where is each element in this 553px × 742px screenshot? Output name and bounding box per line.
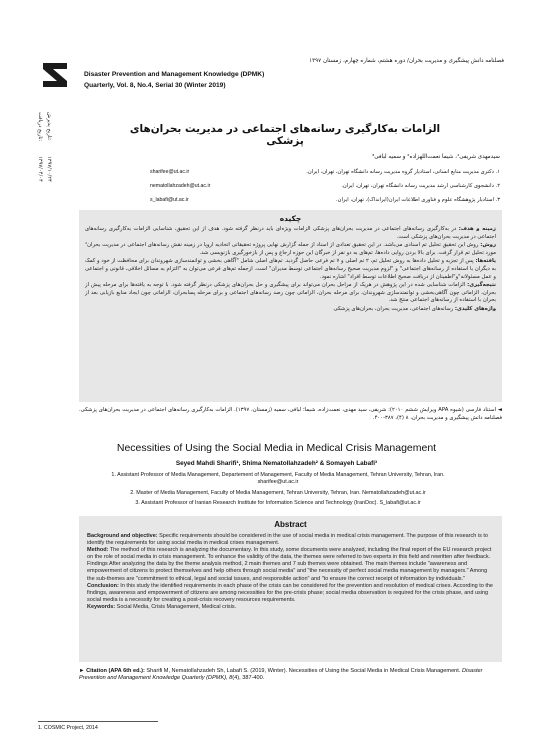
citation-text: Sharifi M, Nematollahzadeh Sh, Labafi S. (2019, Winter). Necessities of Using the Social Media in Medical Crisis Management.	[144, 668, 462, 674]
journal-volume-info: Quarterly, Vol. 8, No.4, Serial 30 (Winter 2019)	[84, 82, 226, 89]
journal-name-persian: فصلنامه دانش پیشگیری و مدیریت بحران/ دوره هشتم، شماره چهارم، زمستان ۱۳۹۷	[309, 58, 504, 64]
abstract-paragraph	[87, 561, 495, 582]
english-citation	[79, 668, 502, 683]
affiliation-text: ۲. دانشجوی کارشناسی ارشد مدیریت رسانه دانشگاه تهران، تهران، ایران.	[341, 183, 500, 189]
paragraph-text: رسانه‌های اجتماعی، مدیریت بحران، بحران‌های پزشکی	[333, 305, 455, 312]
abstract-paragraph	[85, 258, 496, 281]
abstract-paragraph	[87, 583, 495, 604]
accepted-date: ۱۳۹۷/۱۰/۲۴	[46, 156, 52, 182]
paragraph-lead: واژه‌های کلیدی:	[454, 305, 496, 312]
abstract-paragraph	[85, 226, 496, 241]
english-abstract-heading: Abstract	[274, 520, 307, 529]
affiliation-email[interactable]: s_labafi@ut.ac.ir	[150, 197, 189, 203]
paragraph-lead: روش:	[480, 242, 496, 249]
paragraph-text: پس از تجزیه و تحلیل داده‌ها به روش تحلیل تم، ۲ تم اصلی و ۷ تم فرعی حاصل گردید. تم‌های اصلی شامل "آگاهی بخشی و توانمندسازی شهروندان برای محافظت از خود و کمک به دیگران با استفاده از رسانه‌های اجتماعی" و "لزوم مدیریت صحیح رسانه‌های اجتماعی توسط مدیران" است. ازجمله تم‌های فرعی می‌توان به "التزام به مسائل اخلاقی، قانونی و اجتماعی و عمل مسئولانه"و"اطمینان از دریافت صحیح اطلاعات توسط افراد" اشاره نمود.	[85, 258, 496, 280]
footnote-divider	[38, 721, 158, 722]
abstract-paragraph	[87, 604, 495, 611]
english-abstract-box	[79, 516, 502, 662]
paragraph-text: Specific requirements should be considered in the use of social media in medical crisis management. The purpose of this research is to identify the requirements for using social media in medical crises management.	[87, 533, 488, 547]
english-title: Necessities of Using the Social Media in Medical Crisis Management	[116, 442, 437, 454]
persian-abstract-heading: چکیده	[279, 214, 302, 223]
persian-citation: ◄ استناد فارسی (شیوه APA ویرایش ششم ۲۰۱۰): شریفی، سید مهدی، نعمت‌زاده، شیما؛ لبافی، سمیه (زمستان، ۱۳۹۷). الزامات به‌کارگیری رسانه‌های اجتماعی در مدیریت بحران‌های پزشکی. فصلنامه دانش پیشگیری و مدیریت بحران، ۸ (۴)، ۳۸۷-۴۰۰.	[79, 407, 502, 421]
paragraph-lead: یافته‌ها:	[475, 258, 496, 265]
paragraph-text: در به‌کارگیری رسانه‌های اجتماعی در مدیریت بحران‌های پزشکی الزامات ویژه‌ای باید درنظر گرفته شود. هدف از این تحقیق، شناسایی الزامات به‌کارگیری رسانه‌های اجتماعی در مدیریت بحران‌های پزشکی است.	[85, 226, 496, 240]
paragraph-lead: Conclusion:	[87, 582, 119, 589]
received-label: تاریخ دریافت:	[37, 112, 43, 142]
citation-lead: ► Citation (APA 6th ed.):	[79, 668, 145, 674]
paragraph-text: روش این تحقیق تحلیل تم اسنادی می‌باشد. در این تحقیق تعدادی از اسناد از جمله گزارش نهایی پروژه تحقیقاتی اتحادیه اروپا در زمینه نقش رسانه‌های اجتماعی در مدیریت بحران¹ مورد تحلیل تم قرار گرفت. برای بالا بردن روایی داده‌ها، تم‌های به دو نفر از خبرگان این حوزه ارجاع و پس از بازخورگیری بازنویسی شد.	[85, 242, 496, 256]
persian-affiliation-1	[150, 169, 500, 175]
received-date: ۱۳۹۷/۰۴/۰۴	[37, 156, 43, 182]
paragraph-lead: زمینه و هدف:	[458, 226, 496, 232]
paragraph-text: Findings After analyzing the data by the theme analysis method, 2 main themes and 7 sub themes were obtained. The main themes include "awareness and empowerment of citizens to protect themselves and help others through social media" and "the necessity of perfect social media management by managers." Among the sub-themes are "commitment to ethical, legal and social issues, and responsible action" and "to ensure the correct receipt of information by individuals."	[87, 561, 488, 582]
affiliation-email[interactable]: sharifee@ut.ac.ir	[257, 479, 299, 486]
english-affiliation-3: 3. Assistant Professor of Iranian Research Institute for Information Science and Technology (IranDoc). S_labafi@ut.ac.ir	[135, 500, 421, 506]
affiliation-text: ۳. استادیار پژوهشگاه علوم و فناوری اطلاعات ایران(ایرانداک)، تهران، ایران.	[336, 197, 500, 203]
affiliation-email[interactable]: sharifee@ut.ac.ir	[150, 169, 190, 175]
accepted-label: تاریخ پذیرش:	[46, 112, 52, 141]
citation-journal: Disaster Prevention and Management Knowledge Quarterly (DPMK), 8	[79, 668, 483, 682]
paragraph-text: The method of this research is analyzing the documentary. In this study, some documents were analyzed, including the final report of the EU research project on the role of social media in crisis management. To enhance the validity of the data, the themes were referred to two experts in this field and rewritten after feedback.	[87, 547, 492, 561]
received-accepted-dates	[37, 112, 67, 202]
persian-affiliation-3	[150, 197, 500, 203]
english-authors: Seyed Mahdi Sharifi¹, Shima Nematollahzadeh² & Somayeh Labafi³	[175, 460, 378, 467]
paragraph-text: Social Media, Crisis Management, Medical crisis.	[115, 603, 237, 610]
persian-abstract-text	[85, 226, 496, 315]
abstract-paragraph	[85, 242, 496, 257]
persian-affiliation-2	[150, 183, 500, 189]
affiliation-text: ۱. دکتری مدیریت منابع انسانی، استادیار گروه مدیریت رسانه دانشگاه تهران، تهران، ایران.	[306, 169, 500, 175]
paragraph-text: الزامات شناسایی شده در این پژوهش در هریک از مراحل بحران می‌تواند برای پیشگیری و حل بحران‌های پزشکی درنظر گرفته شود. با توجه به یافته‌ها برای مرحله پیش از بحران، الزاماتی چون آگاهی‌بخشی و توانمندسازی شهروندان، برای مرحله بحران، الزاماتی چون رصد رسانه‌های اجتماعی و برای مرحله پسابحران، الزاماتی چون ایجاد منابع بازیابی بعد از بحران با استفاده از رسانه‌های اجتماعی منتج شد.	[85, 282, 496, 304]
abstract-paragraph	[85, 306, 496, 314]
abstract-paragraph	[87, 533, 495, 547]
paragraph-lead: Method:	[87, 547, 109, 554]
english-abstract-text	[87, 533, 495, 611]
paragraph-lead: Keywords:	[87, 603, 116, 610]
affiliation-email[interactable]: nematollahzadeh@ut.ac.ir	[150, 183, 211, 189]
persian-title: الزامات به‌کارگیری رسانه‌های اجتماعی در مدیریت بحران‌های پزشکی	[129, 123, 441, 147]
paragraph-lead: Background and objective:	[87, 533, 158, 539]
journal-name-english: Disaster Prevention and Management Knowledge (DPMK)	[84, 71, 265, 78]
english-affiliation-2: 2. Master of Media Management, Faculty of Media Management, Tehran University, Tehran, Iran. Nematollahzadeh@ut.ac.ir	[130, 490, 426, 496]
abstract-paragraph	[85, 282, 496, 305]
english-affiliation-1	[78, 472, 478, 486]
paragraph-text: In this study the identified requirements in each phase of the crisis can be considered for the prevention and resolution of medical crises. According to the findings, awareness and empowerment of citizens are among necessities for the pre-crisis phase; social media observation is required for the crisis phase, and using social media is a necessity for creating a post-crisis recovery resources requirements.	[87, 582, 493, 603]
abstract-paragraph	[87, 547, 495, 561]
paragraph-lead: نتیجه‌گیری:	[467, 282, 496, 289]
persian-authors: سیدمهدی شریفی¹، شیما نعمت‌اللهزاده² و سمیه لبافی³	[371, 154, 500, 160]
affiliation-text: 1. Assistant Professor of Media Management, Departement of Management, Faculty of Media Management, Tehran University, Tehran, Iran.	[111, 472, 445, 478]
persian-abstract-box	[79, 210, 502, 402]
citation-tail: (4), 387-400.	[232, 675, 265, 682]
footnote: 1. COSMIC Project, 2014	[38, 725, 98, 731]
journal-logo-icon	[40, 60, 70, 90]
